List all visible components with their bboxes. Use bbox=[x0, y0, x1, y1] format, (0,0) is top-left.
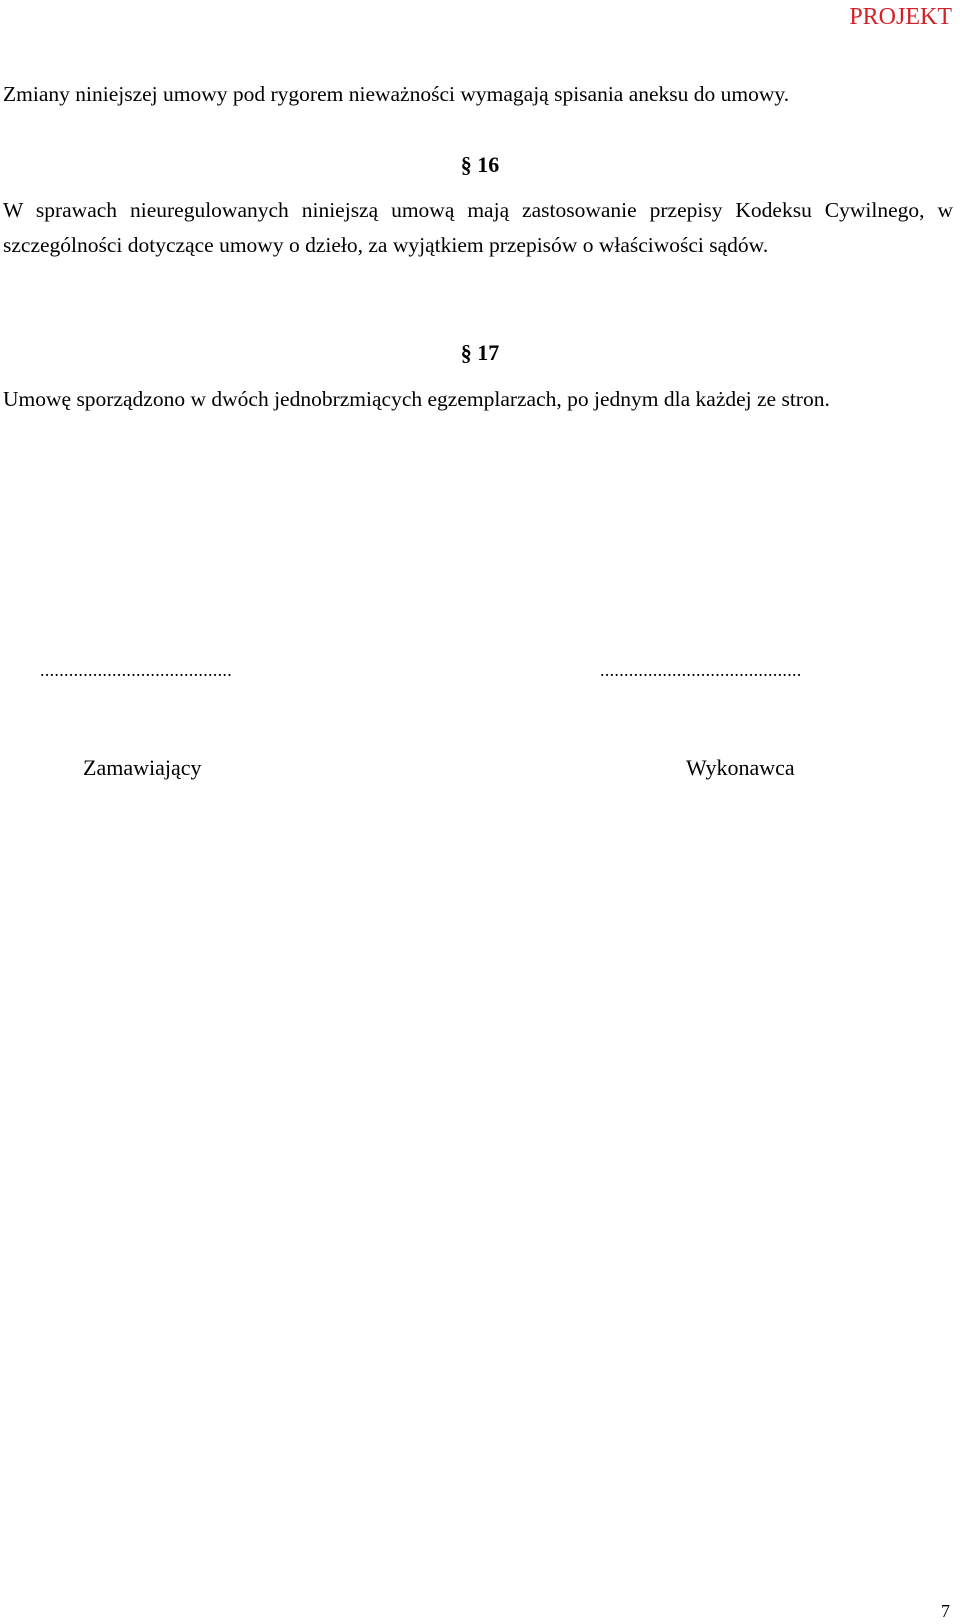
section-17-heading: § 17 bbox=[460, 340, 500, 365]
section-17-text: Umowę sporządzono w dwóch jednobrzmiących egzemplarzach, po jednym dla każdej ze stron. bbox=[3, 387, 830, 411]
section-16-heading: § 16 bbox=[460, 152, 500, 177]
section-16-text: W sprawach nieuregulowanych niniejszą umową mają zastosowanie przepisy Kodeksu Cywilnego, w szczególności dotyczące umowy o dzieło, za wyjątkiem przepisów o właściwości sądów. bbox=[3, 198, 953, 257]
wykonawca-label: Wykonawca bbox=[686, 755, 795, 780]
zamawiajacy-label: Zamawiający bbox=[83, 755, 202, 780]
right-signature-line: .......................................... bbox=[600, 660, 802, 680]
intro-paragraph: Zmiany niniejszej umowy pod rygorem nieważności wymagają spisania aneksu do umowy. bbox=[3, 82, 790, 106]
projekt-stamp: PROJEKT bbox=[849, 4, 952, 30]
page-number: 7 bbox=[941, 1601, 950, 1621]
left-signature-line: ........................................ bbox=[40, 660, 232, 680]
